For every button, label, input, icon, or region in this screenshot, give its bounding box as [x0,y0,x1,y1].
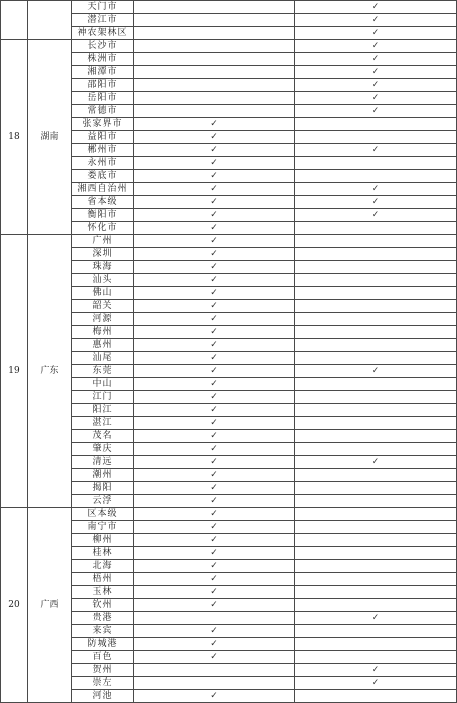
check-mark-icon: ✓ [295,105,457,118]
check-mark-icon: ✓ [295,92,457,105]
empty-cell [295,391,457,404]
empty-cell [295,222,457,235]
check-mark-icon: ✓ [134,443,295,456]
city-cell: 汕头 [72,274,134,287]
city-cell: 潮州 [72,469,134,482]
check-mark-icon: ✓ [134,157,295,170]
check-mark-icon: ✓ [295,183,457,196]
check-mark-icon: ✓ [295,209,457,222]
city-cell: 娄底市 [72,170,134,183]
empty-cell [134,612,295,625]
empty-cell [295,443,457,456]
city-cell: 韶关 [72,300,134,313]
empty-cell [295,599,457,612]
check-mark-icon: ✓ [134,118,295,131]
check-mark-icon: ✓ [134,274,295,287]
empty-cell [295,651,457,664]
city-cell: 深圳 [72,248,134,261]
city-cell: 珠海 [72,261,134,274]
row-number-cell [1,1,28,40]
check-mark-icon: ✓ [134,313,295,326]
city-cell: 崇左 [72,677,134,690]
empty-cell [295,534,457,547]
city-cell: 北海 [72,560,134,573]
empty-cell [295,573,457,586]
row-number-cell: 19 [1,235,28,508]
city-cell: 桂林 [72,547,134,560]
city-cell: 怀化市 [72,222,134,235]
check-mark-icon: ✓ [134,508,295,521]
table-row [1,1,457,14]
check-mark-icon: ✓ [134,326,295,339]
empty-cell [134,1,295,14]
empty-cell [295,287,457,300]
city-cell: 东莞 [72,365,134,378]
empty-cell [134,677,295,690]
empty-cell [295,417,457,430]
empty-cell [295,638,457,651]
check-mark-icon: ✓ [295,144,457,157]
empty-cell [295,482,457,495]
city-cell: 省本级 [72,196,134,209]
empty-cell [295,339,457,352]
city-cell: 郴州市 [72,144,134,157]
empty-cell [134,53,295,66]
check-mark-icon: ✓ [134,378,295,391]
check-mark-icon: ✓ [134,196,295,209]
empty-cell [295,586,457,599]
check-mark-icon: ✓ [134,651,295,664]
city-cell: 江门 [72,391,134,404]
city-cell: 贺州 [72,664,134,677]
empty-cell [295,118,457,131]
row-number-cell: 20 [1,508,28,703]
province-cell [28,1,72,40]
empty-cell [295,326,457,339]
check-mark-icon: ✓ [134,690,295,703]
check-mark-icon: ✓ [134,521,295,534]
empty-cell [295,274,457,287]
empty-cell [295,261,457,274]
city-cell: 阳江 [72,404,134,417]
empty-cell [295,248,457,261]
empty-cell [295,313,457,326]
city-cell: 汕尾 [72,352,134,365]
empty-cell [295,378,457,391]
check-mark-icon: ✓ [134,456,295,469]
city-cell: 衡阳市 [72,209,134,222]
check-mark-icon: ✓ [134,430,295,443]
check-mark-icon: ✓ [295,66,457,79]
empty-cell [134,27,295,40]
empty-cell [295,560,457,573]
city-cell: 益阳市 [72,131,134,144]
check-mark-icon: ✓ [134,235,295,248]
city-cell: 贵港 [72,612,134,625]
check-mark-icon: ✓ [134,638,295,651]
check-mark-icon: ✓ [295,40,457,53]
empty-cell [295,157,457,170]
check-mark-icon: ✓ [134,287,295,300]
check-mark-icon: ✓ [134,170,295,183]
empty-cell [134,79,295,92]
check-mark-icon: ✓ [134,586,295,599]
check-mark-icon: ✓ [295,196,457,209]
city-cell: 来宾 [72,625,134,638]
check-mark-icon: ✓ [134,404,295,417]
check-mark-icon: ✓ [134,495,295,508]
check-mark-icon: ✓ [134,183,295,196]
empty-cell [295,131,457,144]
table-row [1,40,457,53]
city-cell: 佛山 [72,287,134,300]
city-cell: 潜江市 [72,14,134,27]
empty-cell [134,14,295,27]
check-mark-icon: ✓ [295,456,457,469]
empty-cell [295,508,457,521]
check-mark-icon: ✓ [134,248,295,261]
city-cell: 天门市 [72,1,134,14]
empty-cell [295,404,457,417]
city-cell: 肇庆 [72,443,134,456]
city-cell: 云浮 [72,495,134,508]
empty-cell [295,235,457,248]
check-mark-icon: ✓ [134,300,295,313]
empty-cell [295,690,457,703]
city-cell: 防城港 [72,638,134,651]
city-cell: 邵阳市 [72,79,134,92]
city-cell: 湛江 [72,417,134,430]
city-cell: 广州 [72,235,134,248]
city-cell: 长沙市 [72,40,134,53]
city-cell: 张家界市 [72,118,134,131]
city-cell: 百色 [72,651,134,664]
check-mark-icon: ✓ [134,352,295,365]
check-mark-icon: ✓ [295,79,457,92]
city-cell: 湘西自治州 [72,183,134,196]
empty-cell [295,625,457,638]
city-cell: 株洲市 [72,53,134,66]
city-cell: 中山 [72,378,134,391]
check-mark-icon: ✓ [295,677,457,690]
check-mark-icon: ✓ [295,365,457,378]
check-mark-icon: ✓ [295,1,457,14]
empty-cell [295,547,457,560]
city-cell: 惠州 [72,339,134,352]
check-mark-icon: ✓ [134,599,295,612]
empty-cell [295,469,457,482]
check-mark-icon: ✓ [134,365,295,378]
empty-cell [134,664,295,677]
check-mark-icon: ✓ [295,612,457,625]
check-mark-icon: ✓ [134,144,295,157]
table-body [1,1,457,703]
province-cell: 广西 [28,508,72,703]
check-mark-icon: ✓ [134,625,295,638]
check-mark-icon: ✓ [134,209,295,222]
city-cell: 岳阳市 [72,92,134,105]
city-cell: 清远 [72,456,134,469]
city-cell: 梧州 [72,573,134,586]
check-mark-icon: ✓ [134,222,295,235]
city-cell: 湘潭市 [72,66,134,79]
city-cell: 茂名 [72,430,134,443]
empty-cell [134,66,295,79]
check-mark-icon: ✓ [295,664,457,677]
empty-cell [295,430,457,443]
check-mark-icon: ✓ [134,534,295,547]
city-cell: 区本级 [72,508,134,521]
empty-cell [295,521,457,534]
check-mark-icon: ✓ [134,261,295,274]
empty-cell [295,300,457,313]
city-cell: 南宁市 [72,521,134,534]
province-cell: 湖南 [28,40,72,235]
city-cell: 河池 [72,690,134,703]
city-cell: 揭阳 [72,482,134,495]
table-row [1,235,457,248]
province-cell: 广东 [28,235,72,508]
check-mark-icon: ✓ [295,14,457,27]
row-number-cell: 18 [1,40,28,235]
city-cell: 钦州 [72,599,134,612]
empty-cell [134,92,295,105]
check-mark-icon: ✓ [134,482,295,495]
empty-cell [295,495,457,508]
city-cell: 梅州 [72,326,134,339]
check-mark-icon: ✓ [134,391,295,404]
city-cell: 神农架林区 [72,27,134,40]
table-row [1,508,457,521]
empty-cell [295,170,457,183]
city-cell: 常德市 [72,105,134,118]
city-cell: 河源 [72,313,134,326]
check-mark-icon: ✓ [134,131,295,144]
check-mark-icon: ✓ [134,560,295,573]
check-mark-icon: ✓ [134,339,295,352]
check-mark-icon: ✓ [295,27,457,40]
check-mark-icon: ✓ [134,469,295,482]
empty-cell [295,352,457,365]
city-cell: 柳州 [72,534,134,547]
city-cell: 玉林 [72,586,134,599]
check-mark-icon: ✓ [134,417,295,430]
check-mark-icon: ✓ [134,547,295,560]
check-mark-icon: ✓ [295,53,457,66]
empty-cell [134,105,295,118]
city-cell: 永州市 [72,157,134,170]
empty-cell [134,40,295,53]
check-mark-icon: ✓ [134,573,295,586]
